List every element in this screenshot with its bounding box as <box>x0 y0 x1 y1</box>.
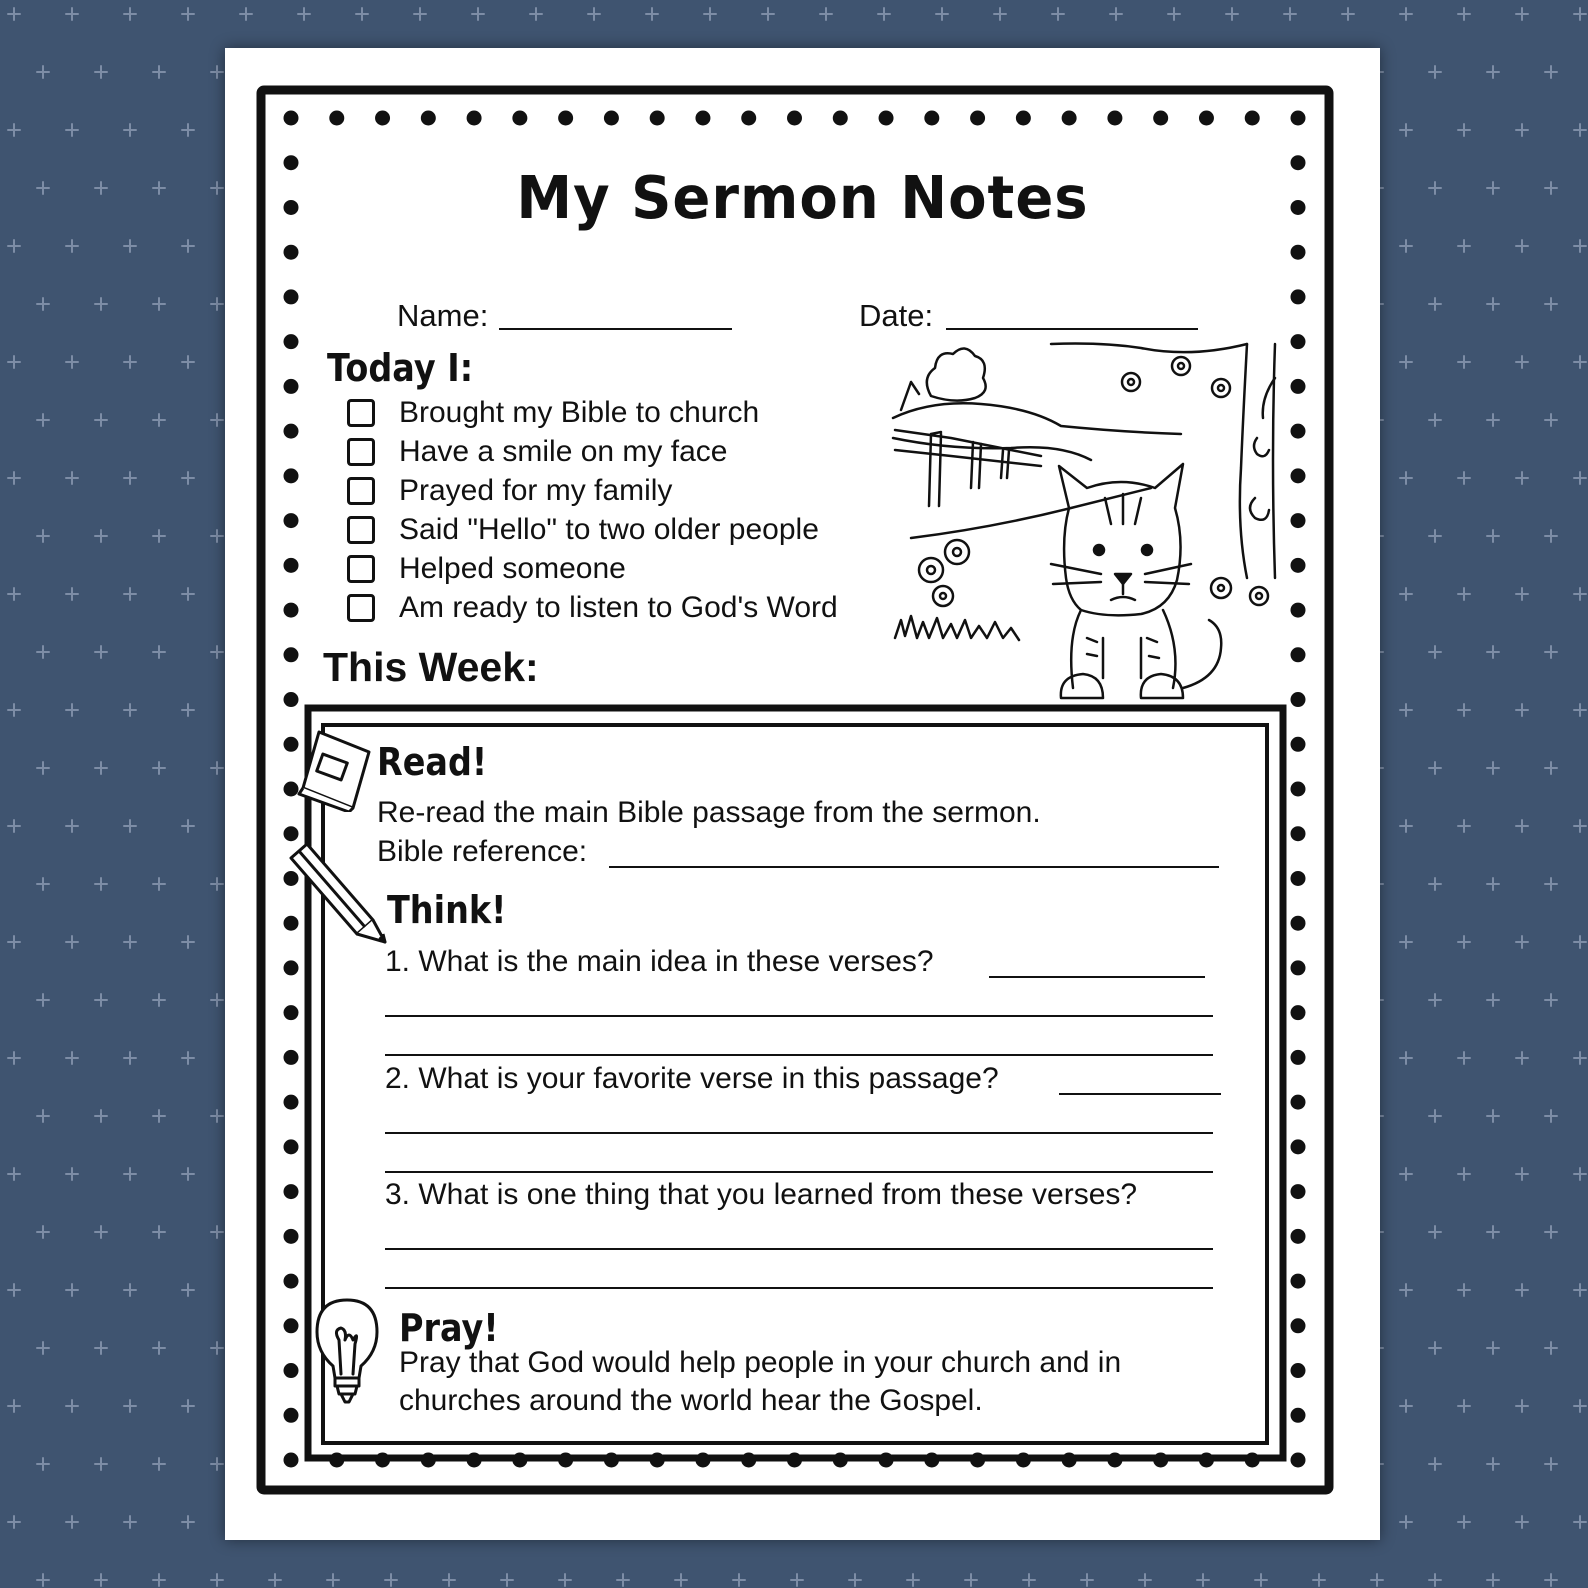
checklist-item: Brought my Bible to church <box>347 393 838 432</box>
name-label: Name: <box>397 298 489 333</box>
checklist-item: Said "Hello" to two older people <box>347 510 838 549</box>
date-field[interactable] <box>946 328 1198 330</box>
checklist-item: Have a smile on my face <box>347 432 838 471</box>
answer-line[interactable] <box>1059 1093 1221 1095</box>
answer-line[interactable] <box>385 1054 1213 1056</box>
today-heading: Today I: <box>327 346 474 390</box>
answer-line[interactable] <box>385 1248 1213 1250</box>
think-question: 2. What is your favorite verse in this passage? <box>385 1062 999 1095</box>
cat-landscape-illustration <box>891 338 1291 710</box>
pray-text-line: Pray that God would help people in your church and in <box>399 1346 1122 1379</box>
worksheet-page <box>225 48 1380 1540</box>
bible-reference-label: Bible reference: <box>377 835 588 868</box>
read-instructions: Re-read the main Bible passage from the sermon. <box>377 796 1041 829</box>
checkbox[interactable] <box>347 399 375 427</box>
pencil-icon <box>283 838 391 946</box>
date-label: Date: <box>859 298 934 333</box>
answer-line[interactable] <box>989 976 1205 978</box>
pray-heading: Pray! <box>399 1306 499 1350</box>
think-question: 1. What is the main idea in these verses? <box>385 945 934 978</box>
checklist-item: Am ready to listen to God's Word <box>347 588 838 627</box>
checklist-item: Helped someone <box>347 549 838 588</box>
think-heading: Think! <box>387 888 507 932</box>
this-week-heading: This Week: <box>323 644 539 690</box>
book-icon <box>297 728 377 812</box>
answer-line[interactable] <box>385 1171 1213 1173</box>
checkbox[interactable] <box>347 516 375 544</box>
answer-line[interactable] <box>385 1132 1213 1134</box>
page-title: My Sermon Notes <box>516 164 1089 233</box>
answer-line[interactable] <box>385 1287 1213 1289</box>
checkbox[interactable] <box>347 555 375 583</box>
today-checklist <box>347 393 838 627</box>
lightbulb-icon <box>311 1296 383 1408</box>
answer-line[interactable] <box>385 1015 1213 1017</box>
think-question: 3. What is one thing that you learned from these verses? <box>385 1178 1138 1211</box>
read-heading: Read! <box>377 740 488 784</box>
pray-text-line: churches around the world hear the Gospel. <box>399 1384 983 1417</box>
checkbox[interactable] <box>347 477 375 505</box>
checklist-item: Prayed for my family <box>347 471 838 510</box>
checkbox[interactable] <box>347 594 375 622</box>
bible-reference-field[interactable] <box>609 866 1219 868</box>
checkbox[interactable] <box>347 438 375 466</box>
name-field[interactable] <box>499 328 732 330</box>
